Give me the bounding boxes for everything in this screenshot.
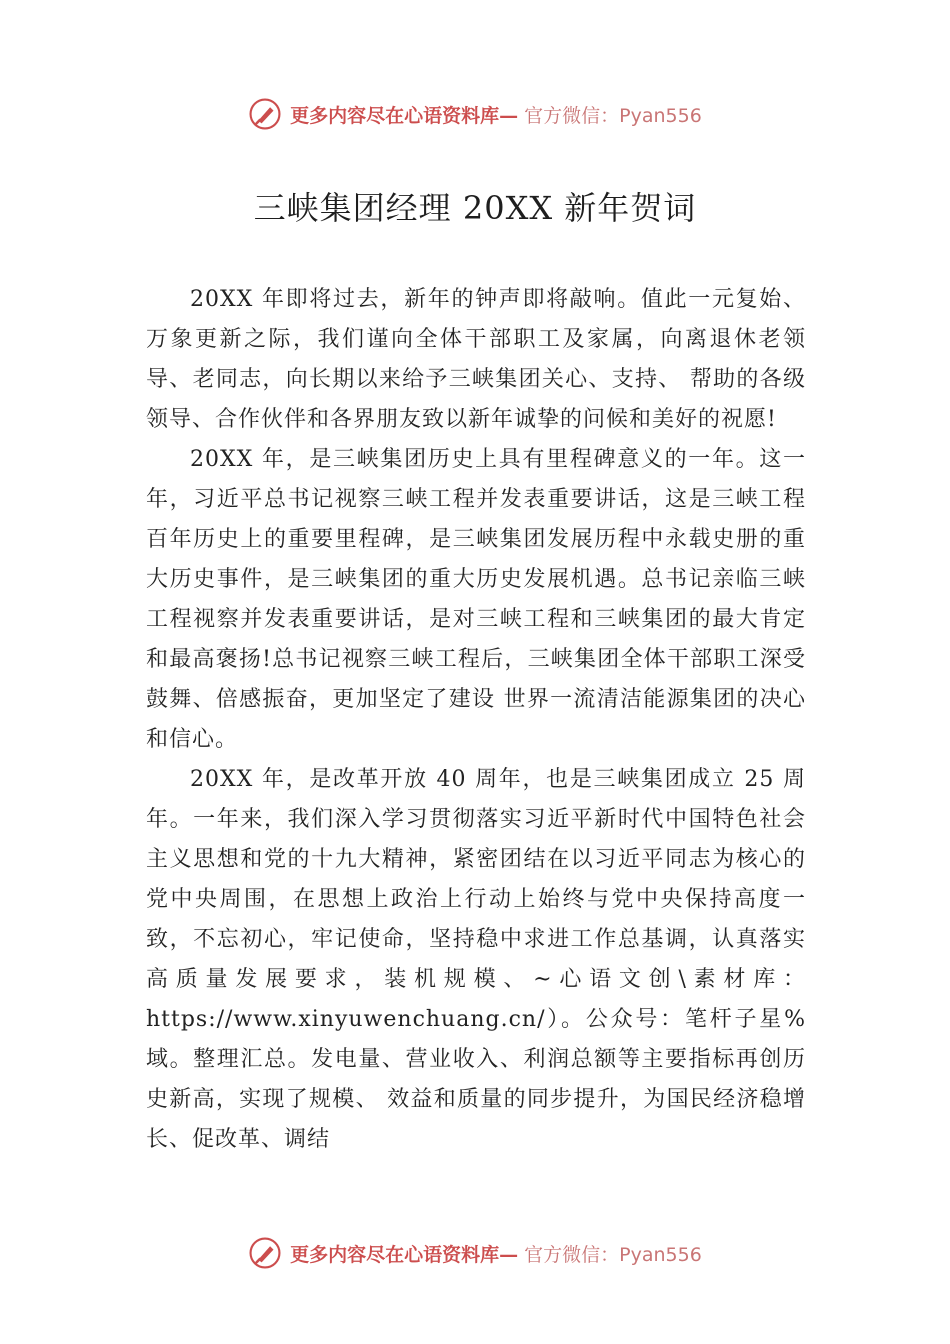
pen-nib-logo-icon — [248, 97, 282, 131]
watermark-text: 更多内容尽在心语资料库— — [290, 104, 519, 127]
document-body — [146, 280, 806, 1160]
header-watermark — [0, 94, 950, 134]
watermark-text: 更多内容尽在心语资料库— — [290, 1243, 519, 1266]
paragraph-2: 20XX 年，是三峡集团历史上具有里程碑意义的一年。这一年，习近平总书记视察三峡工程并发表重要讲话，这是三峡工程百年历史上的重要里程碑，是三峡集团发展历程中永载史册的重大历史事件，是三峡集团的重大历史发展机遇。总书记亲临三峡工程视察并发表重要讲话，是对三峡工程和三峡集团的最大肯定和最高褒扬!总书记视察三峡工程后，三峡集团全体干部职工深受鼓舞、倍感振奋，更加坚定了建设 世界一流清洁能源集团的决心和信心。 — [146, 447, 806, 752]
footer-watermark — [0, 1233, 950, 1273]
document-title: 三峡集团经理 20XX 新年贺词 — [253, 189, 697, 227]
paragraph-3: 20XX 年，是改革开放 40 周年，也是三峡集团成立 25 周年。一年来，我们深入学习贯彻落实习近平新时代中国特色社会主义思想和党的十九大精神，紧密团结在以习近平同志为核心的党中央周围，在思想上政治上行动上始终与党中央保持高度一致，不忘初心，牢记使命，坚持稳中求进工作总基调，认真落实高质量发展要求，装机规模、~心语文创\素材库：https://www.xinyuwenchuang.cn/）。公众号：笔杆子星%域。整理汇总。发电量、营业收入、利润总额等主要指标再创历史新高，实现了规模、 效益和质量的同步提升，为国民经济稳增长、促改革、调结 — [146, 767, 806, 1152]
paragraph-1: 20XX 年即将过去，新年的钟声即将敲响。值此一元复始、万象更新之际，我们谨向全体干部职工及家属，向离退休老领导、老同志，向长期以来给予三峡集团关心、支持、 帮助的各级领导、合作伙伴和各界朋友致以新年诚挚的问候和美好的祝愿! — [146, 287, 806, 432]
watermark-contact: 官方微信：Pyan556 — [524, 1243, 702, 1266]
watermark-contact: 官方微信：Pyan556 — [524, 104, 702, 127]
pen-nib-logo-icon — [248, 1236, 282, 1270]
